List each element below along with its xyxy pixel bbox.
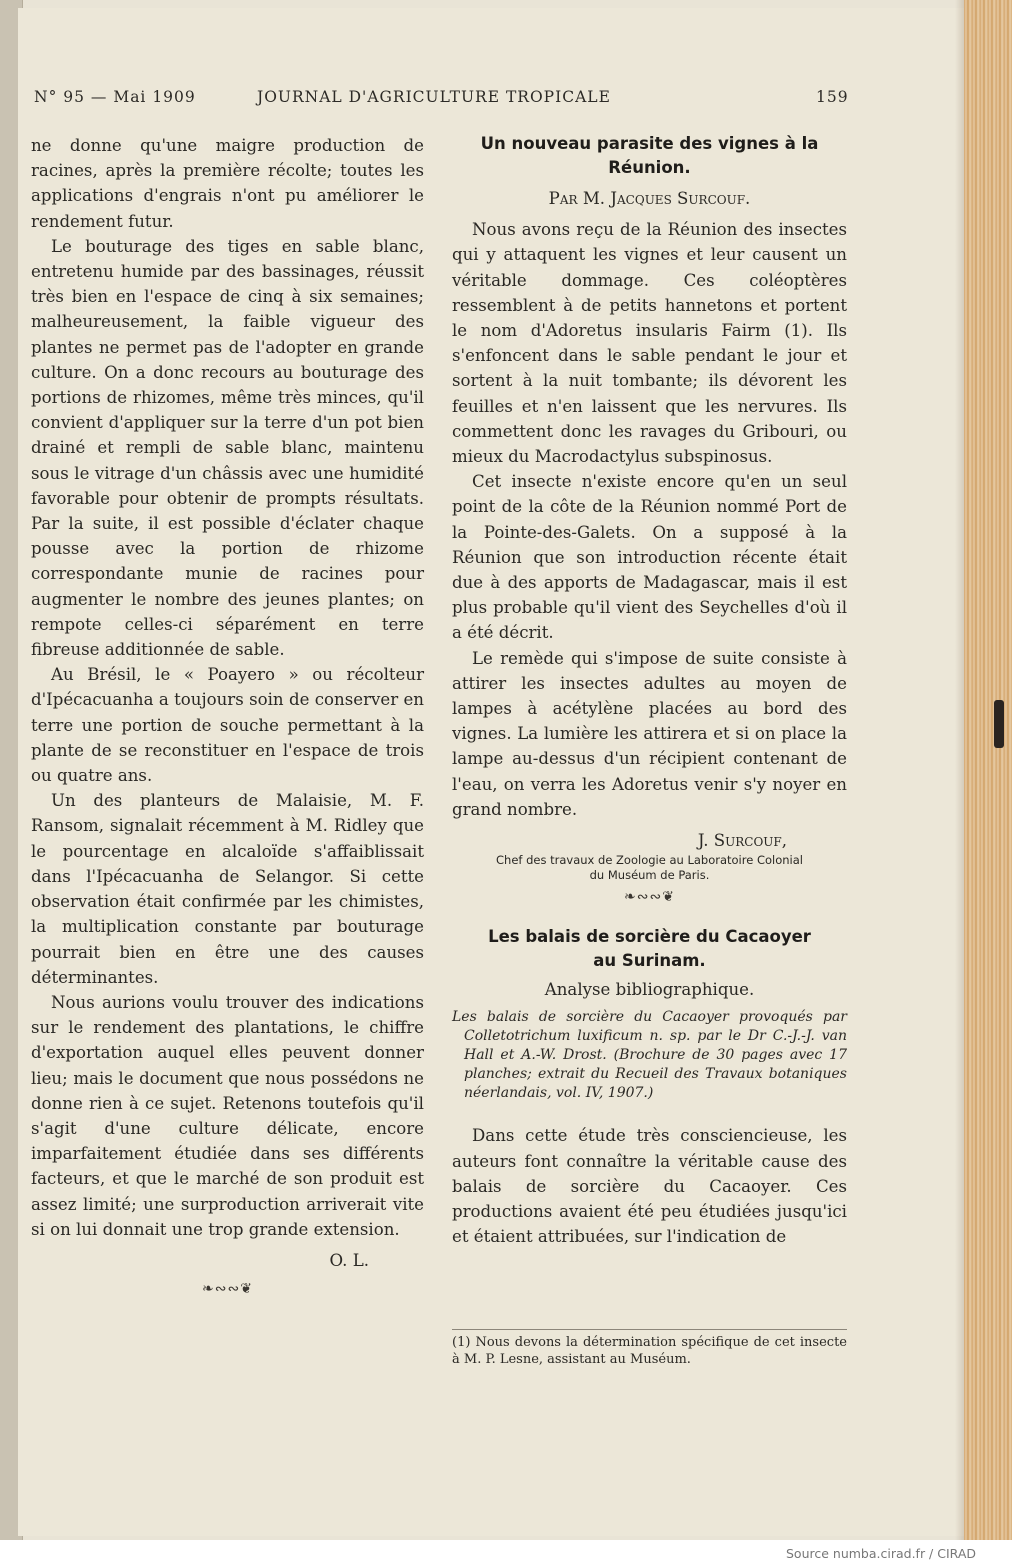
article2-title-line-1: Les balais de sorcière du Cacaoyer <box>488 927 811 947</box>
article1-byline: Par M. Jacques Surcouf. <box>548 189 751 208</box>
left-paragraph-4: Un des planteurs de Malaisie, M. F. Ransom, signalait récemment à M. Ridley que le pourcentage en alcaloïde s'affaiblissait dans l'Ipécacuanha de Selangor. Si cette observation était confirmée par les chimistes, la multiplication constante par bouturage pourrait bien en être une des causes déterminantes. <box>31 791 424 987</box>
article2-title-block <box>452 925 847 973</box>
left-paragraph-2: Le bouturage des tiges en sable blanc, entretenu humide par des bassinages, réussit très bien en l'espace de cinq à six semaines; malheureusement, la faible vigueur des plantes ne permet pas de l'adopter en grande culture. On a donc recours au bouturage des portions de rhizomes, même très minces, qu'il convient d'appliquer sur la terre d'un pot bien drainé et rempli de sable blanc, maintenu sous le vitrage d'un châssis avec une humidité favorable pour obtenir de prompts résultats. Par la suite, il est possible d'éclater chaque pousse avec la portion de rhizome correspondante munie de racines pour augmenter le nombre des jeunes plantes; on rempote celles-ci séparément en terre fibreuse additionnée de sable. <box>31 236 424 660</box>
article1-fleuron-ornament: ❧∾∾❦ <box>624 889 675 906</box>
left-paragraph-1: ne donne qu'une maigre production de racines, après la première récolte; toutes les applications d'engrais n'ont pu améliorer le rendement futur. <box>31 136 424 231</box>
article2-reference: Les balais de sorcière du Cacaoyer provoqués par Colletotrichum luxificum n. sp. par le Dr C.-J.-J. van Hall et A.-W. Drost. (Brochure de 30 pages avec 17 planches; extrait du Recueil des Travaux botaniques néerlandais, vol. IV, 1907.) <box>452 1009 847 1102</box>
source-credit: Source numba.cirad.fr / CIRAD <box>786 1546 977 1561</box>
article2-subtitle: Analyse bibliographique. <box>544 980 755 1000</box>
right-column <box>452 132 847 1250</box>
article1-paragraph-2: Cet insecte n'existe encore qu'en un seul point de la côte de la Réunion nommé Port de la Pointe-des-Galets. On a supposé à la Réunion que son introduction récente était due à des apports de Madagascar, mais il est plus probable qu'il vient des Seychelles d'où il a été décrit. <box>452 472 847 643</box>
book-page-edges <box>964 0 1012 1540</box>
article2-paragraph: Dans cette étude très consciencieuse, les auteurs font connaître la véritable cause des balais de sorcière du Cacaoyer. Ces productions avaient été peu étudiées jusqu'ici et étaient attribuées, sur l'indication de <box>452 1126 847 1247</box>
article2-title-line-2: au Surinam. <box>593 951 706 971</box>
footnote-separator <box>452 1329 847 1330</box>
journal-title: JOURNAL D'AGRICULTURE TROPICALE <box>257 88 611 106</box>
page-number: 159 <box>816 88 849 106</box>
left-paragraph-3: Au Brésil, le « Poayero » ou récolteur d'Ipécacuanha a toujours soin de conserver en terre une portion de souche permettant à la plante de se reconstituer en l'espace de trois ou quatre ans. <box>31 665 424 786</box>
affiliation-line-2: du Muséum de Paris. <box>589 868 710 883</box>
left-signature: O. L. <box>329 1250 369 1270</box>
left-paragraph-5: Nous aurions voulu trouver des indications sur le rendement des plantations, le chiffre d'exportation auquel elles peuvent donner lieu; mais le document que nous possédons ne donne rien à ce sujet. Retenons toutefois qu'il s'agit d'une culture délicate, encore imparfaitement étudiée dans ses différents facteurs, et que le marché de son produit est assez limité; une surproduction arriverait vite si on lui donnait une trop grande extension. <box>31 992 424 1239</box>
affiliation-line-1: Chef des travaux de Zoologie au Laboratoire Colonial <box>496 853 803 868</box>
left-fleuron-ornament: ❧∾∾❦ <box>202 1281 253 1298</box>
article1-affiliation <box>452 853 847 883</box>
left-column <box>31 133 424 1297</box>
footnote <box>452 1334 847 1368</box>
article1-signature: J. Surcouf, <box>697 831 787 851</box>
article1-paragraph-3: Le remède qui s'impose de suite consiste à attirer les insectes adultes au moyen de lampes à acétylène placées au bord des vignes. La lumière les attirera et si on place la lampe au-dessus d'un récipient contenant de l'eau, on verra les Adoretus venir s'y noyer en grand nombre. <box>452 648 847 819</box>
binding-clip <box>994 700 1004 748</box>
article1-title: Un nouveau parasite des vignes à la Réunion. <box>480 134 819 177</box>
issue-date: N° 95 — Mai 1909 <box>34 88 196 106</box>
article1-paragraph-1: Nous avons reçu de la Réunion des insectes qui y attaquent les vignes et leur causent un véritable dommage. Ces coléoptères ressemblent à de petits hannetons et portent le nom d'Adoretus insularis Fairm (1). Ils s'enfoncent dans le sable pendant le jour et sortent à la nuit tombante; ils dévorent les feuilles et n'en laissent que les nervures. Ils commettent donc les ravages du Gribouri, ou mieux du Macrodactylus subspinosus. <box>452 220 847 467</box>
footnote-text: (1) Nous devons la détermination spécifique de cet insecte à M. P. Lesne, assistant au Muséum. <box>452 1335 847 1367</box>
